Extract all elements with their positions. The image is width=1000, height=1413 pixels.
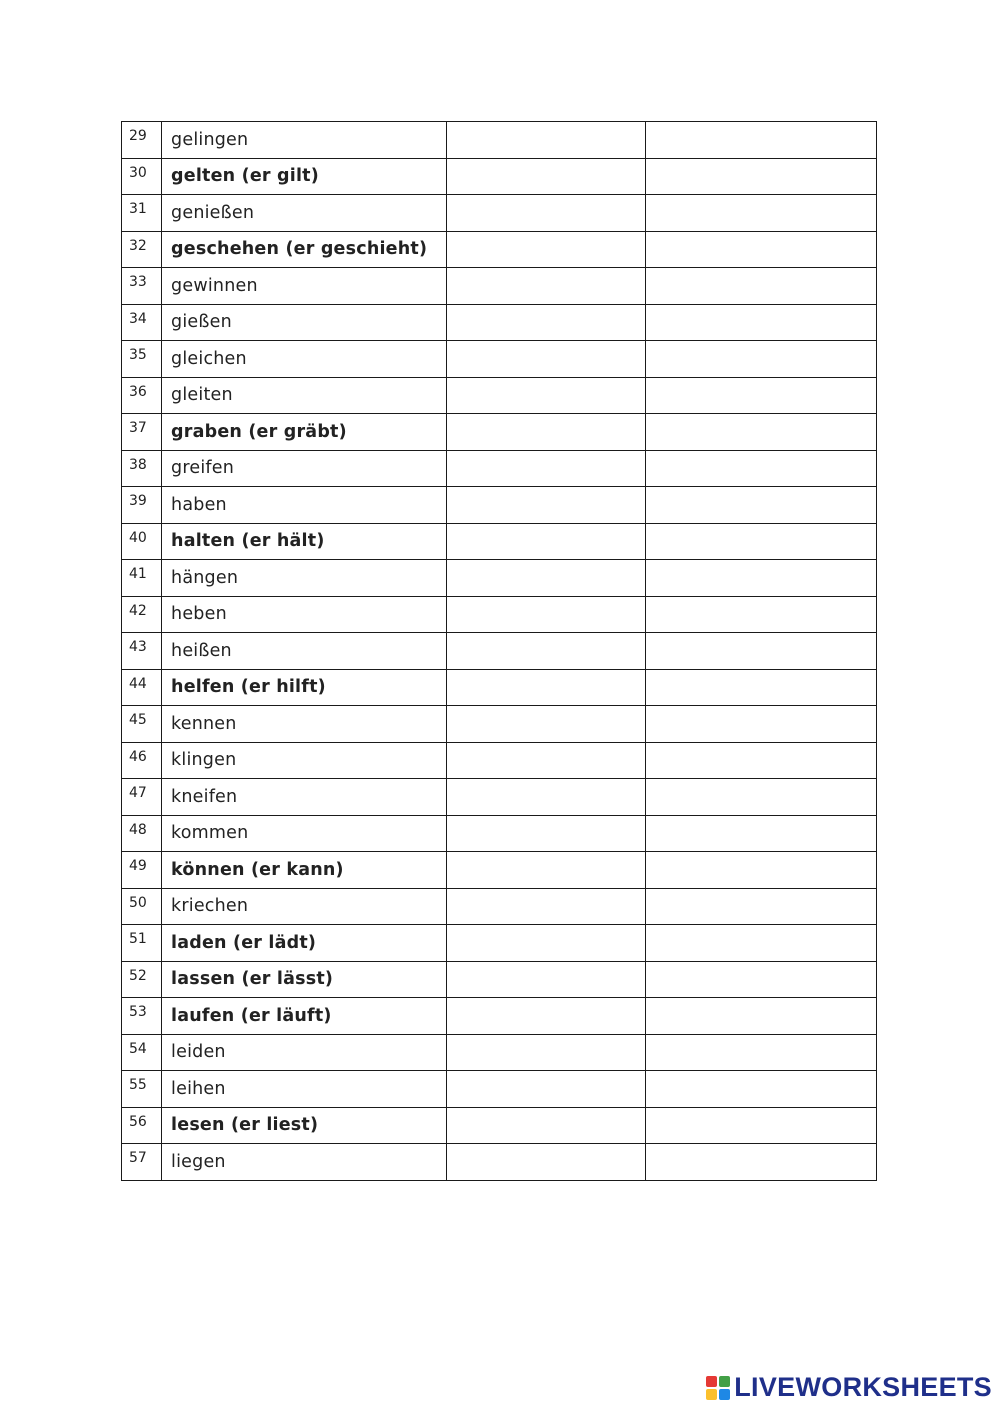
table-row: [122, 414, 877, 451]
answer-cell-3[interactable]: [645, 998, 876, 1035]
answer-input[interactable]: [646, 378, 876, 414]
table-row: [122, 852, 877, 889]
answer-cell-2[interactable]: [447, 304, 645, 341]
table-row: [122, 377, 877, 414]
answer-cell-3[interactable]: [645, 706, 876, 743]
answer-input[interactable]: [646, 706, 876, 742]
answer-input[interactable]: [447, 1035, 644, 1071]
table-row: [122, 669, 877, 706]
answer-cell-2[interactable]: [447, 487, 645, 524]
verb-cell: lesen (er liest): [162, 1107, 447, 1144]
row-number: 45: [122, 706, 162, 743]
answer-input[interactable]: [447, 962, 644, 998]
table-row: [122, 158, 877, 195]
answer-cell-3[interactable]: [645, 779, 876, 816]
answer-input[interactable]: [447, 560, 644, 596]
answer-cell-2[interactable]: [447, 742, 645, 779]
answer-input[interactable]: [646, 633, 876, 669]
verb-cell: kommen: [162, 815, 447, 852]
answer-cell-3[interactable]: [645, 487, 876, 524]
answer-cell-2[interactable]: [447, 779, 645, 816]
row-number: 46: [122, 742, 162, 779]
verb-cell: gleichen: [162, 341, 447, 378]
brand-watermark: [706, 1372, 992, 1403]
answer-input[interactable]: [646, 1108, 876, 1144]
verb-cell: heben: [162, 596, 447, 633]
answer-cell-3[interactable]: [645, 1107, 876, 1144]
answer-cell-2[interactable]: [447, 560, 645, 597]
row-number: 42: [122, 596, 162, 633]
answer-input[interactable]: [447, 743, 644, 779]
row-number: 52: [122, 961, 162, 998]
answer-cell-2[interactable]: [447, 158, 645, 195]
row-number: 41: [122, 560, 162, 597]
verb-cell: leiden: [162, 1034, 447, 1071]
answer-input[interactable]: [447, 341, 644, 377]
row-number: 53: [122, 998, 162, 1035]
table-row: [122, 596, 877, 633]
answer-input[interactable]: [447, 633, 644, 669]
verb-cell: gleiten: [162, 377, 447, 414]
answer-input[interactable]: [447, 451, 644, 487]
table-row: [122, 560, 877, 597]
verb-cell: genießen: [162, 195, 447, 232]
table-row: [122, 961, 877, 998]
answer-cell-2[interactable]: [447, 1034, 645, 1071]
answer-input[interactable]: [646, 1035, 876, 1071]
answer-input[interactable]: [447, 1108, 644, 1144]
answer-cell-3[interactable]: [645, 633, 876, 670]
answer-cell-2[interactable]: [447, 523, 645, 560]
table-row: [122, 998, 877, 1035]
answer-cell-2[interactable]: [447, 268, 645, 305]
answer-cell-3[interactable]: [645, 195, 876, 232]
answer-cell-3[interactable]: [645, 231, 876, 268]
answer-cell-2[interactable]: [447, 596, 645, 633]
answer-input[interactable]: [447, 305, 644, 341]
answer-input[interactable]: [447, 670, 644, 706]
brand-text: LIVEWORKSHEETS: [734, 1372, 992, 1402]
answer-cell-2[interactable]: [447, 450, 645, 487]
table-row: [122, 888, 877, 925]
verb-cell: gelten (er gilt): [162, 158, 447, 195]
verb-cell: hängen: [162, 560, 447, 597]
liveworksheets-logo-icon: [706, 1376, 730, 1400]
answer-input[interactable]: [447, 925, 644, 961]
answer-cell-3[interactable]: [645, 560, 876, 597]
row-number: 44: [122, 669, 162, 706]
answer-input[interactable]: [646, 414, 876, 450]
answer-input[interactable]: [447, 998, 644, 1034]
row-number: 29: [122, 122, 162, 159]
answer-input[interactable]: [646, 305, 876, 341]
answer-input[interactable]: [447, 889, 644, 925]
answer-input[interactable]: [646, 487, 876, 523]
answer-input[interactable]: [646, 925, 876, 961]
row-number: 48: [122, 815, 162, 852]
answer-cell-3[interactable]: [645, 596, 876, 633]
verb-table: [121, 121, 877, 1181]
answer-cell-2[interactable]: [447, 122, 645, 159]
table-row: [122, 815, 877, 852]
row-number: 38: [122, 450, 162, 487]
verb-cell: halten (er hält): [162, 523, 447, 560]
answer-cell-3[interactable]: [645, 341, 876, 378]
answer-input[interactable]: [447, 852, 644, 888]
answer-cell-3[interactable]: [645, 669, 876, 706]
answer-input[interactable]: [447, 159, 644, 195]
answer-input[interactable]: [646, 341, 876, 377]
answer-input[interactable]: [646, 779, 876, 815]
row-number: 54: [122, 1034, 162, 1071]
answer-cell-2[interactable]: [447, 195, 645, 232]
table-row: [122, 341, 877, 378]
table-row: [122, 633, 877, 670]
answer-cell-2[interactable]: [447, 377, 645, 414]
row-number: 39: [122, 487, 162, 524]
verb-cell: laufen (er läuft): [162, 998, 447, 1035]
table-row: [122, 1034, 877, 1071]
answer-input[interactable]: [646, 670, 876, 706]
answer-input[interactable]: [646, 962, 876, 998]
row-number: 35: [122, 341, 162, 378]
table-row: [122, 1107, 877, 1144]
answer-cell-2[interactable]: [447, 815, 645, 852]
verb-cell: laden (er lädt): [162, 925, 447, 962]
answer-cell-3[interactable]: [645, 1071, 876, 1108]
answer-cell-3[interactable]: [645, 742, 876, 779]
answer-input[interactable]: [646, 524, 876, 560]
answer-cell-3[interactable]: [645, 122, 876, 159]
row-number: 40: [122, 523, 162, 560]
answer-input[interactable]: [447, 122, 644, 158]
answer-input[interactable]: [646, 1144, 876, 1180]
table-row: [122, 450, 877, 487]
answer-cell-2[interactable]: [447, 1107, 645, 1144]
answer-cell-3[interactable]: [645, 450, 876, 487]
verb-cell: kneifen: [162, 779, 447, 816]
verb-cell: klingen: [162, 742, 447, 779]
verb-cell: liegen: [162, 1144, 447, 1181]
answer-input[interactable]: [447, 816, 644, 852]
answer-cell-2[interactable]: [447, 1144, 645, 1181]
row-number: 36: [122, 377, 162, 414]
row-number: 37: [122, 414, 162, 451]
answer-cell-2[interactable]: [447, 852, 645, 889]
answer-input[interactable]: [646, 852, 876, 888]
verb-cell: geschehen (er geschieht): [162, 231, 447, 268]
answer-input[interactable]: [646, 195, 876, 231]
answer-cell-3[interactable]: [645, 815, 876, 852]
answer-input[interactable]: [646, 743, 876, 779]
table-row: [122, 523, 877, 560]
answer-input[interactable]: [447, 706, 644, 742]
answer-input[interactable]: [646, 122, 876, 158]
answer-input[interactable]: [447, 195, 644, 231]
answer-cell-2[interactable]: [447, 633, 645, 670]
table-row: [122, 195, 877, 232]
answer-input[interactable]: [646, 816, 876, 852]
table-row: [122, 1071, 877, 1108]
row-number: 57: [122, 1144, 162, 1181]
verb-cell: kennen: [162, 706, 447, 743]
answer-cell-3[interactable]: [645, 158, 876, 195]
table-row: [122, 706, 877, 743]
answer-input[interactable]: [447, 414, 644, 450]
answer-cell-2[interactable]: [447, 925, 645, 962]
answer-input[interactable]: [646, 159, 876, 195]
answer-input[interactable]: [447, 378, 644, 414]
answer-cell-3[interactable]: [645, 961, 876, 998]
verb-cell: kriechen: [162, 888, 447, 925]
answer-input[interactable]: [646, 268, 876, 304]
row-number: 32: [122, 231, 162, 268]
verb-cell: gießen: [162, 304, 447, 341]
row-number: 56: [122, 1107, 162, 1144]
answer-input[interactable]: [646, 451, 876, 487]
verb-cell: greifen: [162, 450, 447, 487]
table-row: [122, 122, 877, 159]
answer-cell-3[interactable]: [645, 523, 876, 560]
answer-cell-3[interactable]: [645, 1144, 876, 1181]
verb-cell: lassen (er lässt): [162, 961, 447, 998]
answer-input[interactable]: [447, 597, 644, 633]
row-number: 55: [122, 1071, 162, 1108]
table-row: [122, 231, 877, 268]
answer-input[interactable]: [646, 1071, 876, 1107]
row-number: 51: [122, 925, 162, 962]
row-number: 30: [122, 158, 162, 195]
row-number: 43: [122, 633, 162, 670]
table-row: [122, 779, 877, 816]
row-number: 33: [122, 268, 162, 305]
answer-cell-3[interactable]: [645, 377, 876, 414]
verb-cell: gewinnen: [162, 268, 447, 305]
verb-cell: haben: [162, 487, 447, 524]
answer-cell-3[interactable]: [645, 1034, 876, 1071]
answer-cell-3[interactable]: [645, 414, 876, 451]
answer-input[interactable]: [646, 998, 876, 1034]
verb-cell: können (er kann): [162, 852, 447, 889]
answer-input[interactable]: [447, 487, 644, 523]
answer-cell-2[interactable]: [447, 888, 645, 925]
answer-cell-2[interactable]: [447, 706, 645, 743]
verb-cell: leihen: [162, 1071, 447, 1108]
table-row: [122, 487, 877, 524]
row-number: 47: [122, 779, 162, 816]
answer-input[interactable]: [646, 560, 876, 596]
verb-cell: helfen (er hilft): [162, 669, 447, 706]
row-number: 50: [122, 888, 162, 925]
answer-cell-3[interactable]: [645, 925, 876, 962]
answer-cell-3[interactable]: [645, 268, 876, 305]
answer-cell-2[interactable]: [447, 669, 645, 706]
verb-cell: graben (er gräbt): [162, 414, 447, 451]
row-number: 49: [122, 852, 162, 889]
table-row: [122, 742, 877, 779]
table-row: [122, 925, 877, 962]
table-row: [122, 1144, 877, 1181]
answer-input[interactable]: [447, 1071, 644, 1107]
answer-cell-2[interactable]: [447, 998, 645, 1035]
answer-input[interactable]: [646, 889, 876, 925]
answer-input[interactable]: [646, 232, 876, 268]
answer-cell-2[interactable]: [447, 341, 645, 378]
table-row: [122, 268, 877, 305]
answer-cell-3[interactable]: [645, 852, 876, 889]
answer-input[interactable]: [447, 779, 644, 815]
answer-input[interactable]: [447, 232, 644, 268]
answer-input[interactable]: [447, 268, 644, 304]
row-number: 31: [122, 195, 162, 232]
answer-cell-2[interactable]: [447, 961, 645, 998]
answer-input[interactable]: [646, 597, 876, 633]
answer-input[interactable]: [447, 524, 644, 560]
answer-cell-2[interactable]: [447, 414, 645, 451]
row-number: 34: [122, 304, 162, 341]
verb-rows: [122, 122, 877, 1181]
answer-cell-2[interactable]: [447, 231, 645, 268]
answer-cell-3[interactable]: [645, 304, 876, 341]
answer-cell-3[interactable]: [645, 888, 876, 925]
answer-cell-2[interactable]: [447, 1071, 645, 1108]
verb-cell: gelingen: [162, 122, 447, 159]
answer-input[interactable]: [447, 1144, 644, 1180]
table-row: [122, 304, 877, 341]
verb-cell: heißen: [162, 633, 447, 670]
